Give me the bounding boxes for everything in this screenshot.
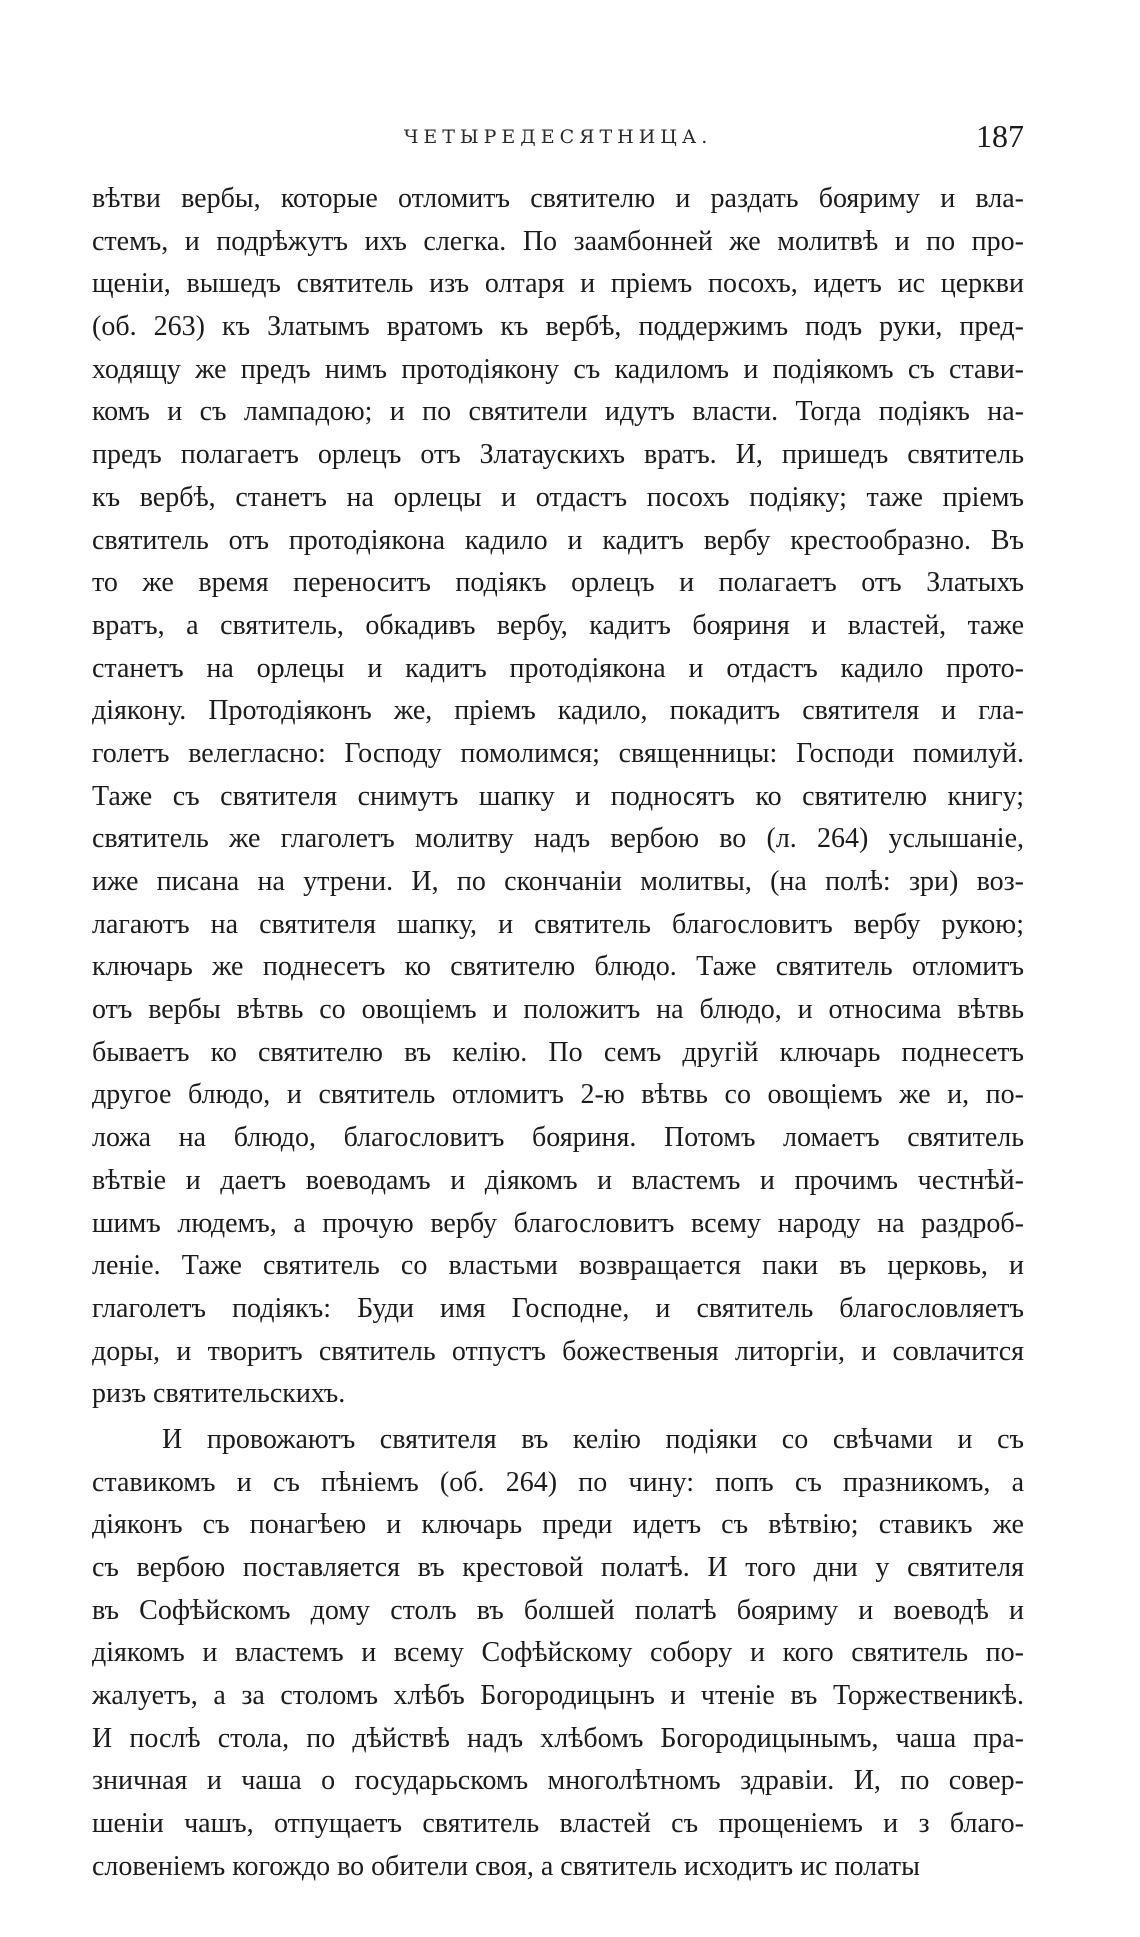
text-line: шимъ людемъ, а прочую вербу благословитъ всему народу на раздроб-	[92, 1207, 1024, 1239]
running-title: ЧЕТЫРЕДЕСЯТНИЦА.	[403, 126, 713, 148]
text-line: ходящу же предъ нимъ протодіякону съ кадиломъ и подіякомъ съ стави-	[92, 353, 1024, 385]
text-line: отъ вербы вѣтвь со овощіемъ и положитъ на блюдо, и относима вѣтвь	[92, 994, 1024, 1026]
text-line: то же время переноситъ подіякъ орлецъ и полагаетъ отъ Златыхъ	[92, 567, 1024, 599]
text-line: шеніи чашъ, отпущаетъ святитель властей съ прощеніемъ и з благо-	[92, 1808, 1024, 1840]
text-line: діякомъ и властемъ и всему Софѣйскому собору и кого святитель по-	[92, 1637, 1024, 1669]
text-line: (об. 263) къ Златымъ вратомъ къ вербѣ, поддержимъ подъ руки, пред-	[92, 311, 1024, 343]
text-line: ставикомъ и съ пѣніемъ (об. 264) по чину: попъ съ празникомъ, а	[92, 1466, 1024, 1498]
text-line: зничная и чаша о государьскомъ многолѣтномъ здравіи. И, по совер-	[92, 1765, 1024, 1797]
text-line: ключарь же поднесетъ ко святителю блюдо. Таже святитель отломитъ	[92, 951, 1024, 983]
text-line: леніе. Таже святитель со властьми возвращается паки въ церковь, и	[92, 1250, 1024, 1282]
paragraph-2	[92, 1419, 1024, 1889]
text-line: И провожаютъ святителя въ келію подіяки со свѣчами и съ	[162, 1423, 1024, 1455]
text-line: щеніи, вышедъ святитель изъ олтаря и пріемъ посохъ, идетъ ис церкви	[92, 268, 1024, 300]
text-line: діяконъ съ понагѣею и ключарь преди идетъ съ вѣтвію; ставикъ же	[92, 1509, 1024, 1541]
body-text	[92, 178, 1024, 1889]
text-line: И послѣ стола, по дѣйствѣ надъ хлѣбомъ Богородицынымъ, чаша пра-	[92, 1722, 1024, 1754]
text-line: ложа на блюдо, благословитъ бояриня. Потомъ ломаетъ святитель	[92, 1122, 1024, 1154]
text-line: словеніемъ когождо во обители своя, а святитель исходитъ ис полаты	[92, 1850, 920, 1882]
text-line: съ вербою поставляется въ крестовой полатѣ. И того дни у святителя	[92, 1552, 1024, 1583]
text-line: голетъ велегласно: Господу помолимся; священницы: Господи помилуй.	[92, 737, 1024, 769]
text-line: иже писана на утрени. И, по скончаніи молитвы, (на полѣ: зри) воз-	[92, 866, 1024, 897]
text-line: доры, и творитъ святитель отпустъ божественыя литоргіи, и совлачится	[92, 1335, 1024, 1367]
text-line: вѣтви вербы, которые отломитъ святителю и раздать бояриму и вла-	[92, 183, 1024, 214]
text-line: жалуетъ, а за столомъ хлѣбъ Богородицынъ и чтеніе въ Торжественикѣ.	[92, 1680, 1024, 1712]
text-line: святитель отъ протодіякона кадило и кадитъ вербу крестообразно. Въ	[92, 524, 1024, 556]
page-header	[92, 118, 1024, 158]
text-line: ризъ святительскихъ.	[92, 1378, 346, 1410]
text-line: вѣтвіе и даетъ воеводамъ и діякомъ и властемъ и прочимъ честнѣй-	[92, 1164, 1024, 1196]
text-line: другое блюдо, и святитель отломитъ 2-ю вѣтвь со овощіемъ же и, по-	[92, 1079, 1024, 1111]
text-line: въ Софѣйскомъ дому столъ въ болшей полатѣ бояриму и воеводѣ и	[92, 1594, 1024, 1626]
text-line: святитель же глаголетъ молитву надъ вербою во (л. 264) услышаніе,	[92, 823, 1024, 855]
page-number: 187	[976, 118, 1024, 154]
text-line: лагаютъ на святителя шапку, и святитель благословитъ вербу рукою;	[92, 908, 1024, 940]
text-line: глаголетъ подіякъ: Буди имя Господне, и святитель благословляетъ	[92, 1292, 1024, 1324]
text-line: стемъ, и подрѣжутъ ихъ слегка. По заамбонней же молитвѣ и по про-	[92, 225, 1024, 257]
text-line: діякону. Протодіяконъ же, пріемъ кадило, покадитъ святителя и гла-	[92, 695, 1024, 727]
text-line: къ вербѣ, станетъ на орлецы и отдастъ посохъ подіяку; таже пріемъ	[92, 481, 1024, 513]
text-line: Таже съ святителя снимутъ шапку и подносятъ ко святителю книгу;	[92, 780, 1024, 812]
paragraph-1	[92, 178, 1024, 1416]
text-line: комъ и съ лампадою; и по святители идутъ власти. Тогда подіякъ на-	[92, 396, 1024, 428]
text-line: бываетъ ко святителю въ келію. По семъ другій ключарь поднесетъ	[92, 1036, 1024, 1068]
text-line: вратъ, а святитель, обкадивъ вербу, кадитъ бояриня и властей, таже	[92, 609, 1024, 641]
text-line: станетъ на орлецы и кадитъ протодіякона и отдастъ кадило прото-	[92, 652, 1024, 684]
text-line: предъ полагаетъ орлецъ отъ Златаускихъ вратъ. И, пришедъ святитель	[92, 439, 1024, 471]
